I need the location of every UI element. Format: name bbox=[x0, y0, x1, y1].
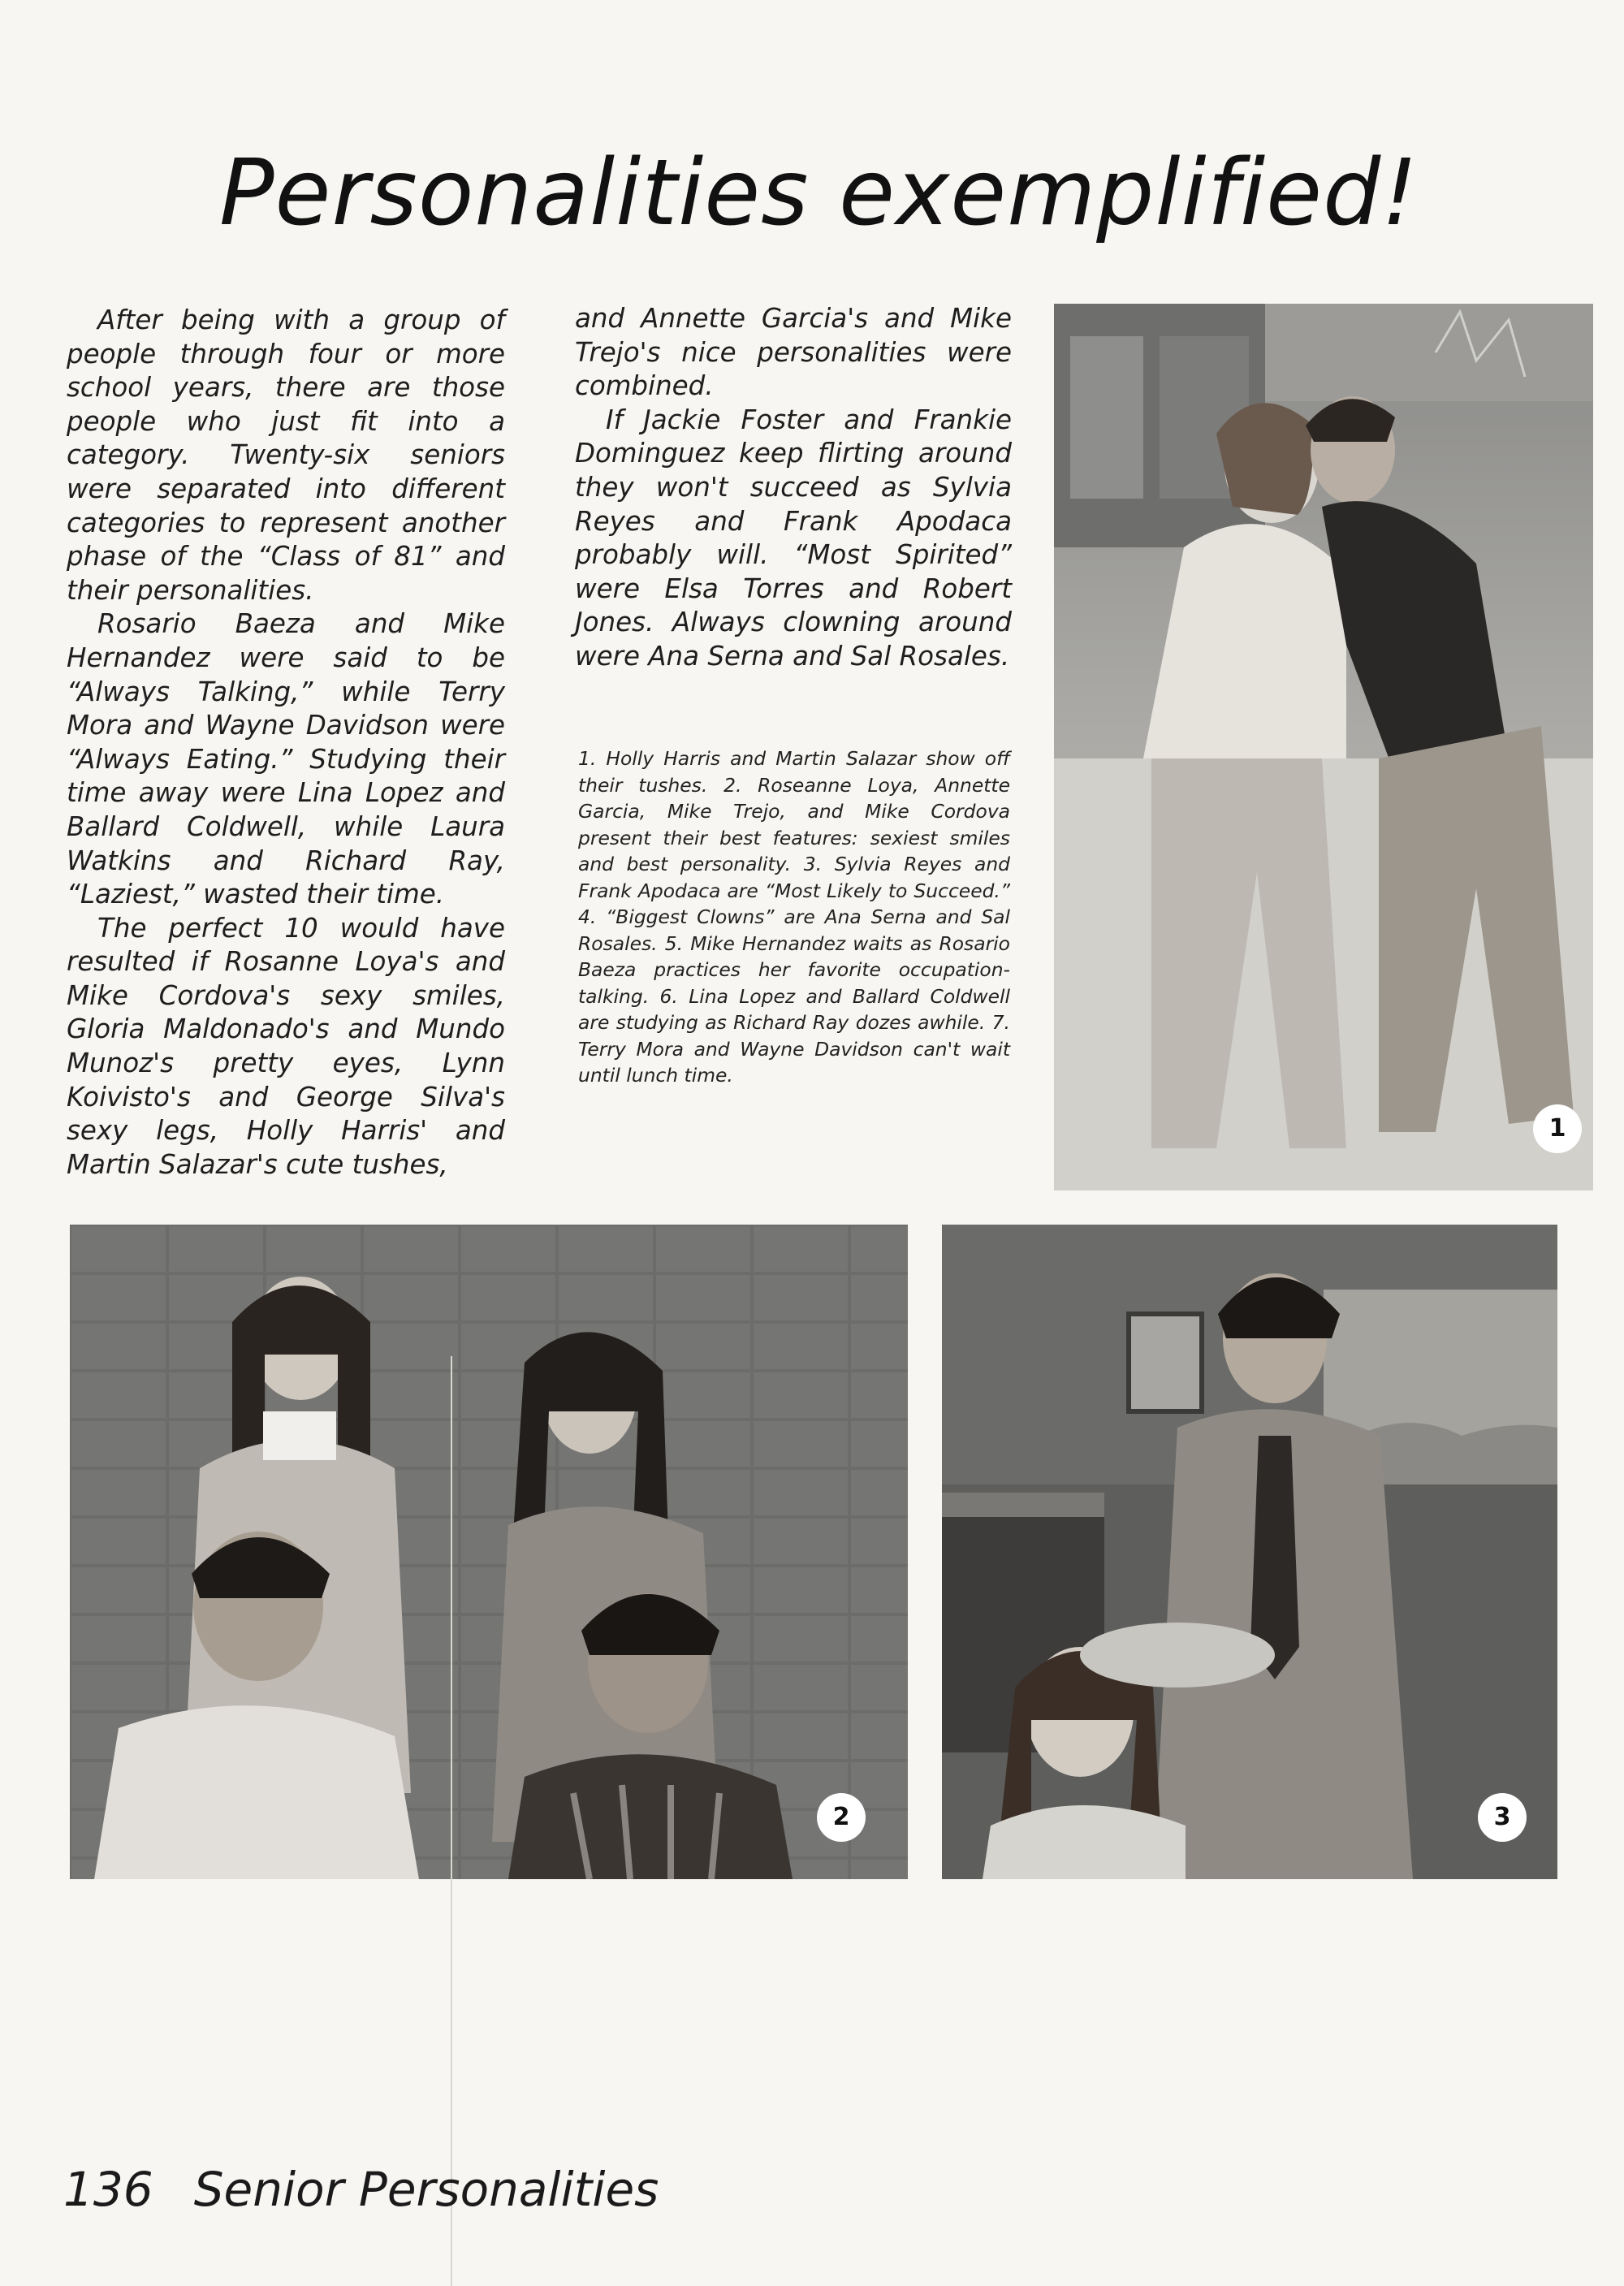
photo-1 bbox=[1054, 304, 1593, 1191]
article-paragraph: After being with a group of people through four or more school years, there are those people who just fit into a category. Twenty-six seniors were separated into different categories to represent another phase of the “Class of 81” and their personalities. bbox=[67, 305, 505, 606]
photo-number-badge: 2 bbox=[817, 1793, 866, 1842]
article-paragraph: The perfect 10 would have resulted if Rosanne Loya's and Mike Cordova's sexy smiles, Gloria Maldonado's and Mundo Munoz's pretty eyes, Lynn Koivisto's and George Silva's sexy legs, Holly Harris' and Martin Salazar's cute tushes, bbox=[67, 912, 505, 1180]
photo-number-badge: 1 bbox=[1533, 1104, 1582, 1153]
page-title: Personalities exemplified! bbox=[219, 140, 1419, 246]
photo-captions: 1. Holly Harris and Martin Salazar show off their tushes. 2. Roseanne Loya, Annette Garcia, Mike Trejo, and Mike Cordova present their best features: sexiest smiles and best personality. 3. Sylvia Reyes and Frank Apodaca are “Most Likely to Succeed.” 4. “Biggest Clowns” are Ana Serna and Sal Rosales. 5. Mike Hernandez waits as Rosario Baeza practices her favorite occupation- talking. 6. Lina Lopez and Ballard Coldwell are studying as Richard Ray dozes awhile. 7. Terry Mora and Wayne Davidson can't wait until lunch time. bbox=[578, 747, 1010, 1087]
article-paragraph: If Jackie Foster and Frankie Dominguez keep flirting around they won't succeed as Sylvia Reyes and Frank Apodaca probably will. “Most Spirited” were Elsa Torres and Robert Jones. Always clowning around were Ana Serna and Sal Rosales. bbox=[575, 404, 1012, 672]
photo-1-image bbox=[1054, 304, 1593, 1191]
photo-2 bbox=[70, 1225, 908, 1879]
page-footer bbox=[63, 2160, 659, 2219]
photo-number-badge: 3 bbox=[1478, 1793, 1527, 1842]
photo-3-image bbox=[942, 1225, 1557, 1879]
photo-3 bbox=[942, 1225, 1557, 1879]
article-left-column bbox=[67, 304, 505, 1182]
article-paragraph: Rosario Baeza and Mike Hernandez were said to be “Always Talking,” while Terry Mora and Wayne Davidson were “Always Eating.” Studying their time away were Lina Lopez and Ballard Coldwell, while Laura Watkins and Richard Ray, “Laziest,” wasted their time. bbox=[67, 608, 505, 910]
photo-2-image bbox=[70, 1225, 908, 1879]
scan-fold-line bbox=[451, 1356, 452, 2286]
page-number: 136 bbox=[63, 2162, 153, 2217]
article-middle-column bbox=[575, 302, 1012, 674]
section-name: Senior Personalities bbox=[193, 2162, 659, 2217]
article-paragraph: and Annette Garcia's and Mike Trejo's nice personalities were combined. bbox=[575, 303, 1012, 402]
